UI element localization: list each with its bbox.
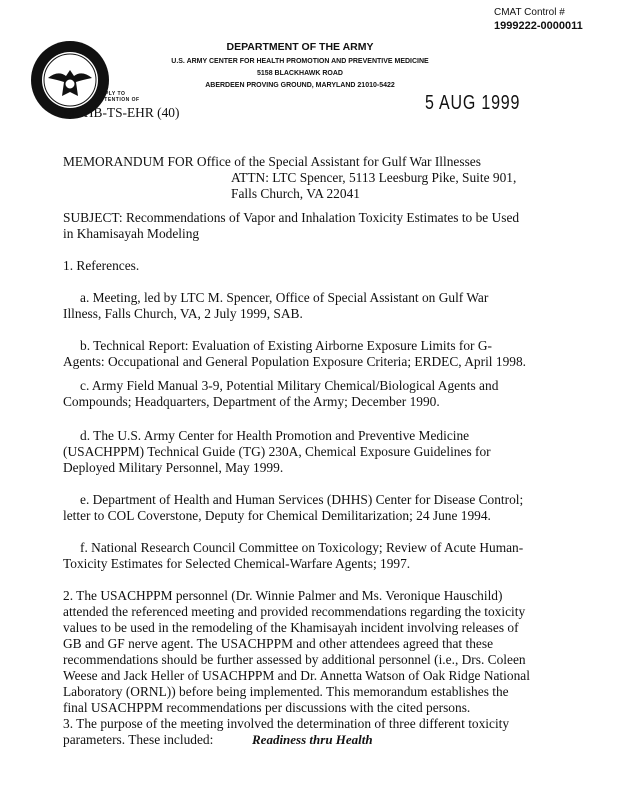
reference-c: Compounds; Headquarters, Department of the Army; December 1990. [63,394,440,409]
letterhead-center: U.S. ARMY CENTER FOR HEALTH PROMOTION AND PREVENTIVE MEDICINE [171,58,429,65]
reference-a: Illness, Falls Church, VA, 2 July 1999, SAB. [63,306,303,321]
reference-b: Agents: Occupational and General Population Exposure Criteria; ERDEC, April 1998. [63,354,526,369]
reference-f: f. National Research Council Committee on Toxicology; Review of Acute Human- [80,540,524,555]
office-symbol: MCHB-TS-EHR (40) [63,105,180,120]
memo-attn-line1: ATTN: LTC Spencer, 5113 Leesburg Pike, Suite 901, [231,170,517,185]
subject-line1: SUBJECT: Recommendations of Vapor and Inhalation Toxicity Estimates to be Used [63,210,520,225]
control-number: 1999222-0000011 [494,20,583,32]
reference-f: Toxicity Estimates for Selected Chemical-Warfare Agents; 1997. [63,556,411,571]
subject-line2: in Khamisayah Modeling [63,226,200,241]
letterhead-department: DEPARTMENT OF THE ARMY [226,41,374,53]
paragraph-3: 3. The purpose of the meeting involved the determination of three different toxicity [63,716,510,731]
memo-attn-line2: Falls Church, VA 22041 [231,186,360,201]
paragraph-2: values to be used in the remodeling of the Khamisayah incident involving releases of [63,620,519,635]
paragraph-2: GB and GF nerve agent. The USACHPPM and other attendees agreed that these [63,636,494,651]
memo-for: MEMORANDUM FOR Office of the Special Assistant for Gulf War Illnesses [63,154,481,169]
paragraph-2: Laboratory (ORNL)) before being implemented. This memorandum establishes the [63,684,509,699]
attention-of-label: ATTENTION OF [97,97,140,103]
paragraph-3: parameters. These included: [63,732,214,747]
paragraph-2: attended the referenced meeting and provided recommendations regarding the toxicity [63,604,526,619]
letterhead-street: 5158 BLACKHAWK ROAD [257,70,343,77]
reference-c: c. Army Field Manual 3-9, Potential Military Chemical/Biological Agents and [80,378,499,393]
paragraph-2: recommendations should be further assessed by additional personnel (i.e., Drs. Coleen [63,652,526,667]
reply-to-label: REPLY TO [97,91,126,97]
paragraph-2: 2. The USACHPPM personnel (Dr. Winnie Palmer and Ms. Veronique Hauschild) [63,588,503,603]
reference-d: d. The U.S. Army Center for Health Promotion and Preventive Medicine [80,428,470,443]
control-label: CMAT Control # [494,7,565,18]
reference-e: letter to COL Coverstone, Deputy for Chemical Demilitarization; 24 June 1994. [63,508,491,523]
reference-d: (USACHPPM) Technical Guide (TG) 230A, Chemical Exposure Guidelines for [63,444,491,459]
footer-motto: Readiness thru Health [252,732,373,747]
references-heading: 1. References. [63,258,140,273]
reference-a: a. Meeting, led by LTC M. Spencer, Office of Special Assistant on Gulf War [80,290,489,305]
paragraph-2: final USACHPPM recommendations per discussions with the cited persons. [63,700,471,715]
memo-date: 5 AUG 1999 [425,92,521,114]
reference-d: Deployed Military Personnel, May 1999. [63,460,284,475]
reference-e: e. Department of Health and Human Services (DHHS) Center for Disease Control; [80,492,524,507]
reference-b: b. Technical Report: Evaluation of Existing Airborne Exposure Limits for G- [80,338,492,353]
paragraph-2: Weese and Jack Heller of USACHPPM and Dr. Annetta Watson of Oak Ridge National [63,668,530,683]
letterhead-city: ABERDEEN PROVING GROUND, MARYLAND 21010-5422 [205,82,395,89]
